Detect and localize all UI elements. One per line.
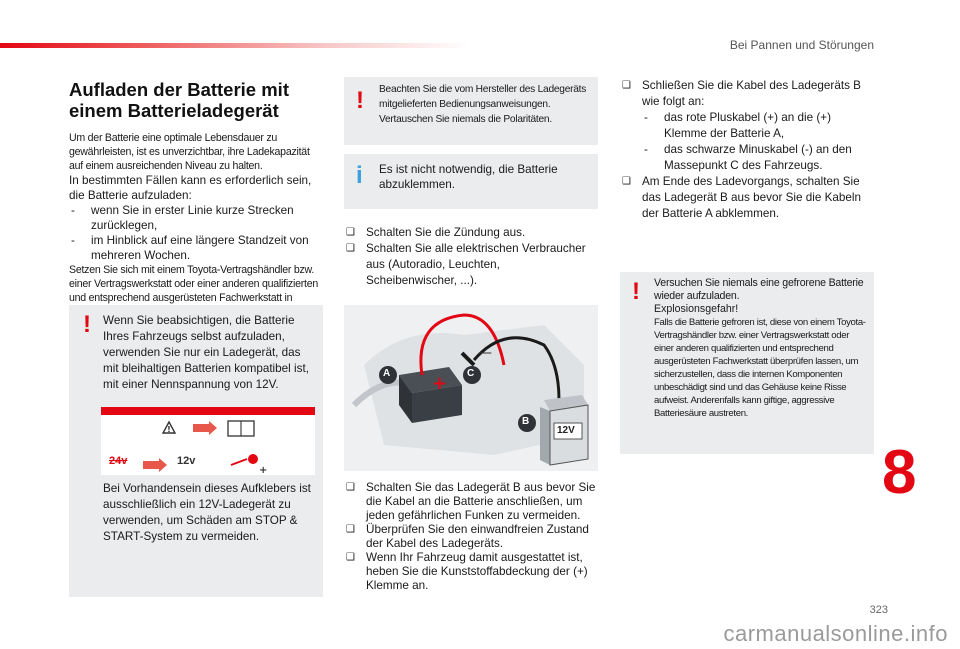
charger-cable-icon: [231, 459, 247, 465]
sticker-note: Bei Vorhandensein dieses Aufklebers ist ausschließlich ein 12V-Ladegerät zu verwenden, um Schäden am STOP & START-System zu vermeiden.: [103, 482, 311, 543]
charger-voltage-label: 12V: [557, 425, 575, 436]
warning-box-frozen: [620, 272, 874, 454]
list-item: ❑ Schalten Sie das Ladegerät B aus bevor Sie die Kabel an die Batterie anschließen, um jeden gefährlichen Funken zu vermeiden.: [346, 481, 596, 522]
warning-icon: !: [83, 311, 91, 338]
warning-12v-text: Wenn Sie beabsichtigen, die Batterie Ihres Fahrzeugs selbst aufzuladen, verwenden Sie nur ein Ladegerät, das mit bleihaltigen Batterien kompatibel ist, mit einer Nennspannung von 12V.: [103, 314, 309, 391]
battery-a: [399, 367, 462, 423]
list-item: ❑ Am Ende des Ladevorgangs, schalten Sie das Ladegerät B aus bevor Sie die Kabeln der Batterie A abklemmen.: [622, 175, 861, 220]
info-text: Es ist nicht notwendig, die Batterie abzuklemmen.: [379, 163, 558, 191]
info-icon: i: [356, 162, 363, 189]
label-c: C: [467, 368, 475, 379]
voltage-12v-label: 12v: [177, 455, 196, 467]
list-item: - das rote Pluskabel (+) an die (+) Klemme der Batterie A,: [642, 110, 876, 142]
page-title: Aufladen der Batterie mit einem Batterieladegerät: [69, 79, 289, 121]
cases-list: [69, 203, 325, 263]
svg-text:+: +: [259, 465, 268, 475]
bullet-icon: ❑: [622, 80, 631, 91]
warning-frozen-text: Versuchen Sie niemals eine gefrorene Batterie wieder aufzuladen. Explosionsgefahr! Falls die Batterie gefroren ist, diese von einem Toyota-Vertragshändler bzw. einer Vertragswerkstatt oder einer anderen qualifizierten und entsprechend ausgerüsteten Fachwerkstatt überprüfen lassen, um sicherzustellen, dass die internen Komponenten unbeschädigt sind und das Gehäuse keine Risse aufweist. Anderenfalls kann giftige, aggressive Batteriesäure austreten.: [654, 277, 866, 419]
bullet-icon: ❑: [622, 176, 631, 187]
list-item: ❑ Wenn Ihr Fahrzeug damit ausgestattet ist, heben Sie die Kunststoffabdeckung der (+) Klemme an.: [346, 551, 588, 592]
plus-terminal-icon: [248, 454, 258, 464]
steps-list-2: [344, 481, 600, 593]
list-item: - im Hinblick auf eine längere Standzeit von mehreren Wochen.: [69, 233, 325, 263]
bullet-icon: ❑: [346, 552, 355, 563]
page-number: 323: [869, 604, 888, 616]
cases-intro: In bestimmten Fällen kann es erforderlich sein, die Batterie aufzuladen:: [69, 174, 312, 202]
charging-illustration: [344, 305, 598, 471]
bullet-icon: ❑: [346, 227, 355, 238]
label-b: B: [522, 416, 530, 427]
list-item: ❑ Schalten Sie die Zündung aus.: [346, 226, 526, 239]
list-item: ❑ Überprüfen Sie den einwandfreien Zustand der Kabel des Ladegeräts.: [346, 523, 589, 550]
voltage-24v-label: 24v: [109, 455, 128, 467]
bullet-icon: ❑: [346, 524, 355, 535]
left-column: [69, 79, 325, 319]
list-item: - das schwarze Minuskabel (-) an den Massepunkt C des Fahrzeugs.: [642, 142, 876, 174]
bullet-icon: ❑: [346, 243, 355, 254]
charging-diagram: [344, 305, 598, 471]
bullet-icon: ❑: [346, 482, 355, 493]
warning-icon: !: [632, 278, 640, 305]
steps-list-1: [344, 225, 594, 289]
warning-box-12v: [69, 305, 323, 597]
svg-text:!: !: [167, 425, 171, 434]
section-title: Bei Pannen und Störungen: [729, 38, 874, 52]
sticker-graphic: [101, 407, 315, 475]
chapter-number: 8: [882, 438, 917, 507]
warning-manufacturer-text: Beachten Sie die vom Hersteller des Ladegeräts mitgelieferten Bedienungsanweisungen. Vertauschen Sie niemals die Polaritäten.: [379, 84, 587, 125]
connect-list: [620, 110, 876, 174]
list-item: ❑ Schalten Sie alle elektrischen Verbraucher aus (Autoradio, Leuchten, Scheibenwischer, ...).: [346, 242, 586, 287]
arrow-icon: [193, 421, 217, 435]
warning-box-manufacturer: [344, 77, 598, 145]
intro-text: Um der Batterie eine optimale Lebensdauer zu gewährleisten, ist es unverzichtbar, ihre Ladekapazität auf einem ausreichenden Niveau zu halten.: [69, 132, 310, 172]
arrow-icon: [143, 458, 167, 472]
watermark: carmanualsonline.info: [723, 621, 948, 646]
contact-text: Setzen Sie sich mit einem Toyota-Vertragshändler bzw. einer Vertragswerkstatt oder einer anderen qualifizierten und entsprechend ausgerüsteten Fachwerkstatt in: [69, 264, 318, 304]
sticker-illustration: [101, 407, 315, 475]
svg-text:+: +: [432, 373, 448, 394]
info-box: [344, 154, 598, 209]
right-steps: [620, 78, 876, 222]
warning-icon: !: [356, 87, 364, 114]
svg-text:—: —: [478, 345, 492, 361]
header-accent-bar: [0, 43, 470, 48]
list-item: ❑ Schließen Sie die Kabel des Ladegeräts B wie folgt an:: [622, 79, 861, 108]
label-a: A: [383, 368, 391, 379]
list-item: - wenn Sie in erster Linie kurze Strecken zurücklegen,: [69, 203, 325, 233]
